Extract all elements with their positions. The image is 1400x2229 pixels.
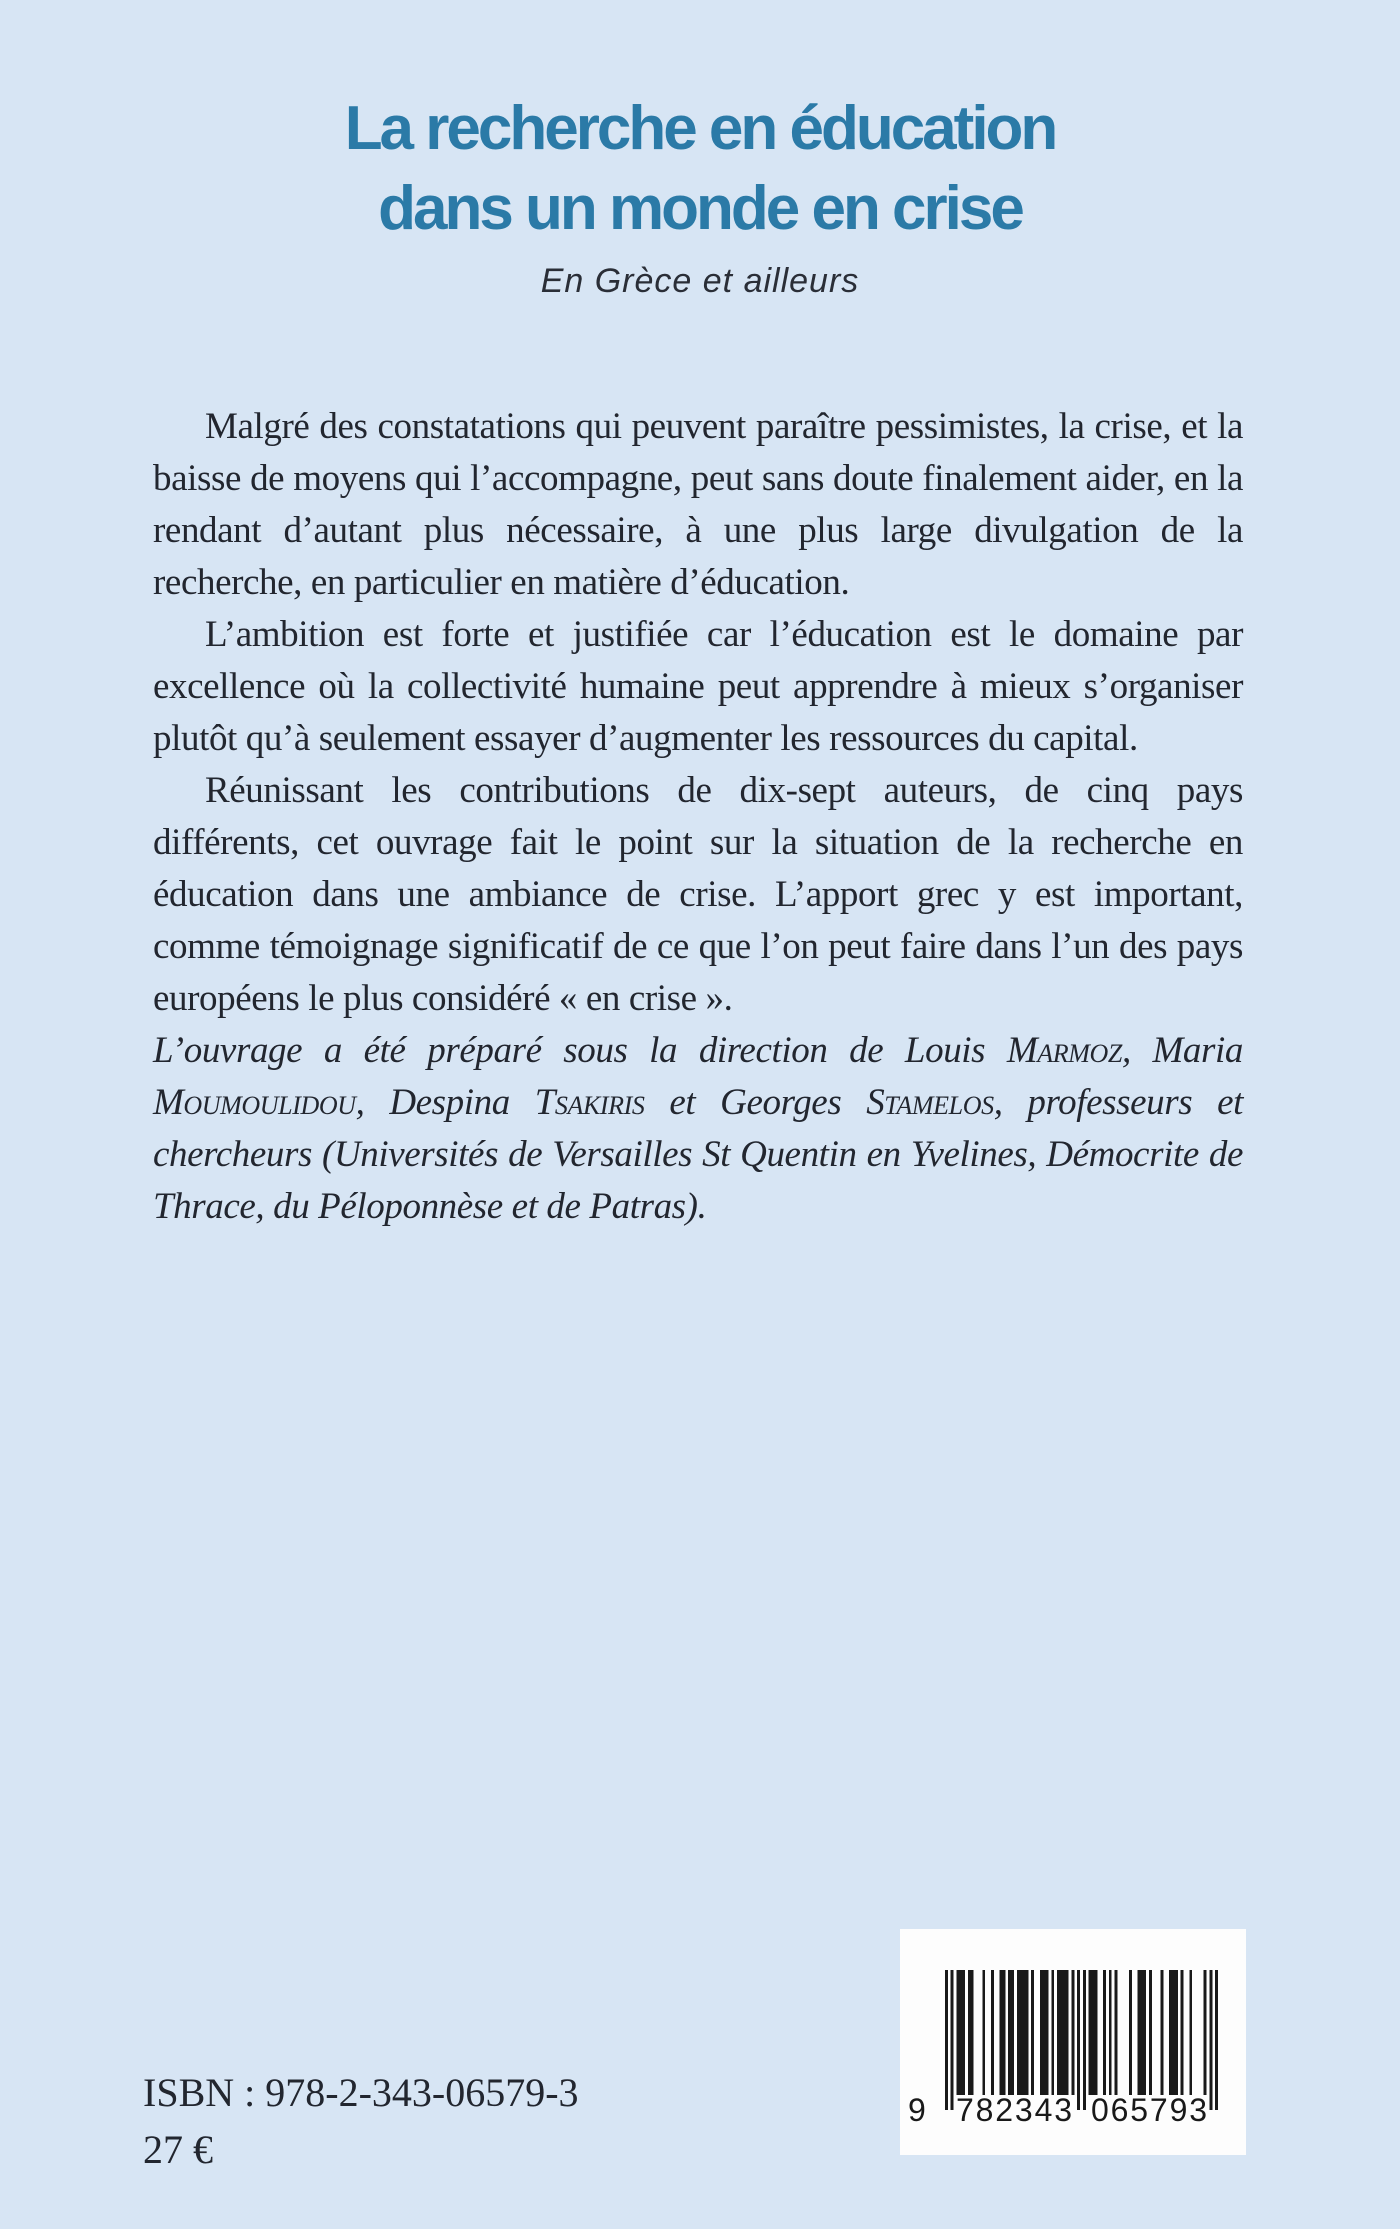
book-title-line-1: La recherche en éducation	[344, 94, 1056, 163]
credits-text: et Georges	[644, 1082, 867, 1123]
credits-name: Marmoz	[1006, 1030, 1122, 1071]
barcode-digit: 7	[956, 2092, 974, 2128]
barcode-digit: 6	[1110, 2092, 1129, 2128]
synopsis-text	[153, 401, 1243, 1233]
book-title-line-2: dans un monde en crise	[378, 174, 1022, 243]
barcode-digit: 0	[1091, 2092, 1109, 2128]
barcode-digit: 8	[975, 2092, 994, 2128]
synopsis-paragraph-3: Réunissant les contributions de dix-sept auteurs, de cinq pays différents, cet ouvrage fait le point sur la situation de la recherche en éducation dans une ambiance de crise. L’apport grec y est important, comme témoignage significatif de ce que l’on peut faire dans l’un des pays européens le plus considéré « en crise ».	[153, 770, 1243, 1019]
barcode-digit: 5	[1130, 2092, 1149, 2128]
barcode-panel	[900, 1929, 1246, 2155]
credits-name: Tsakiris	[534, 1082, 645, 1123]
barcode-image	[945, 1970, 1218, 2110]
barcode-digit: 3	[1014, 2092, 1033, 2128]
barcode-digit: 4	[1034, 2092, 1053, 2128]
price-label: 27 €	[143, 2127, 213, 2172]
barcode-digit: 7	[1149, 2092, 1168, 2128]
credits-text: L’ouvrage a été préparé sous la direction de Louis	[153, 1030, 1007, 1071]
isbn-price-block	[143, 2064, 579, 2178]
synopsis-paragraph-1: Malgré des constatations qui peuvent paraître pessimistes, la crise, et la baisse de moyens qui l’accompagne, peut sans doute finalement aider, en la rendant d’autant plus nécessaire, à une plus large divulgation de la recherche, en particulier en matière d’éducation.	[153, 406, 1243, 603]
title-block	[0, 89, 1400, 301]
barcode-digit: 3	[1054, 2092, 1072, 2128]
book-subtitle: En Grèce et ailleurs	[540, 262, 860, 300]
barcode-digits-right-group	[1091, 2093, 1207, 2127]
credits-text: , Despina	[355, 1082, 535, 1123]
synopsis-paragraph-2: L’ambition est forte et justifiée car l’éducation est le domaine par excellence où la collectivité humaine peut apprendre à mieux s’organiser plutôt qu’à seulement essayer d’augmenter les ressources du capital.	[153, 614, 1243, 759]
credits-name: Moumoulidou	[153, 1082, 356, 1123]
isbn-label: ISBN : 978-2-343-06579-3	[143, 2070, 579, 2115]
credits-text: , Maria	[1121, 1030, 1244, 1071]
barcode-digit: 2	[995, 2092, 1014, 2128]
barcode-digit: 9	[1169, 2092, 1188, 2128]
credits-paragraph	[153, 1025, 1243, 1233]
barcode-digits-left-group	[956, 2093, 1072, 2127]
barcode-digit-prefix: 9	[908, 2092, 926, 2128]
credits-text: , professeurs et chercheurs (Universités de Versailles St Quentin en Yvelines, Démocrite de Thrace, du Péloponnèse et de Patras).	[153, 1082, 1243, 1227]
barcode-digit: 3	[1189, 2092, 1207, 2128]
credits-name: Stamelos	[866, 1082, 994, 1123]
